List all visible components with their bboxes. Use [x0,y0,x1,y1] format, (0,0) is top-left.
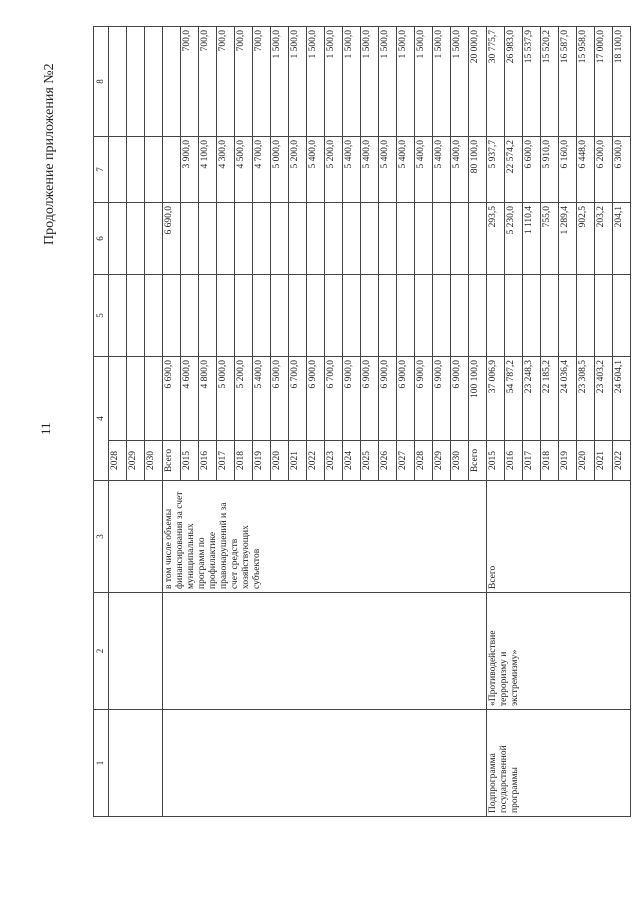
amount-cell-c7: 4 500,0 [235,137,253,203]
amount-cell-c6 [199,203,217,275]
amount-cell-c7: 5 400,0 [415,137,433,203]
amount-cell-c6 [415,203,433,275]
total-cell [145,357,163,441]
amount-cell-c8: 15 520,2 [541,27,559,137]
blank-cell [109,593,163,710]
total-cell: 5 200,0 [235,357,253,441]
year-cell: 2028 [415,441,433,481]
total-cell: 24 036,4 [559,357,577,441]
total-cell: 6 690,0 [163,357,181,441]
amount-cell-c7: 5 000,0 [271,137,289,203]
amount-cell-c6 [271,203,289,275]
amount-cell-c8: 26 983,0 [505,27,523,137]
total-cell [109,357,127,441]
funding-source-cell: в том числе объемы финансирования за счет муниципальных программ по профилактике правонарушений и за счет средств хозяйствующих субъектов [163,481,487,593]
amount-cell-c8: 1 500,0 [289,27,307,137]
amount-cell-c6 [433,203,451,275]
amount-cell-c8: 1 500,0 [361,27,379,137]
column-number: 8 [94,27,109,137]
year-cell: 2016 [505,441,523,481]
amount-cell-c5 [541,275,559,357]
amount-cell-c5 [127,275,145,357]
amount-cell-c5 [415,275,433,357]
year-cell: 2030 [145,441,163,481]
year-cell: 2025 [361,441,379,481]
blank-cell [109,710,163,817]
amount-cell-c5 [487,275,505,357]
amount-cell-c8: 1 500,0 [415,27,433,137]
amount-cell-c7: 5 400,0 [361,137,379,203]
amount-cell-c6 [253,203,271,275]
amount-cell-c6 [469,203,487,275]
column-number: 6 [94,203,109,275]
amount-cell-c7: 5 200,0 [325,137,343,203]
amount-cell-c5 [253,275,271,357]
amount-cell-c8: 1 500,0 [307,27,325,137]
total-cell: 24 604,1 [613,357,631,441]
amount-cell-c6 [289,203,307,275]
total-cell: 6 900,0 [451,357,469,441]
year-cell: Всего [469,441,487,481]
amount-cell-c8: 15 537,9 [523,27,541,137]
total-cell: 6 700,0 [325,357,343,441]
total-cell: 23 403,2 [595,357,613,441]
year-cell: 2027 [397,441,415,481]
year-cell: 2028 [109,441,127,481]
total-cell: 5 000,0 [217,357,235,441]
financing-table [93,26,631,817]
total-cell: 23 248,3 [523,357,541,441]
amount-cell-c5 [559,275,577,357]
amount-cell-c6: 902,5 [577,203,595,275]
amount-cell-c7: 5 400,0 [307,137,325,203]
total-cell: 6 900,0 [397,357,415,441]
amount-cell-c5 [163,275,181,357]
year-cell: 2023 [325,441,343,481]
year-cell: 2017 [523,441,541,481]
amount-cell-c6 [145,203,163,275]
column-number: 7 [94,137,109,203]
year-cell: 2020 [577,441,595,481]
amount-cell-c6: 293,5 [487,203,505,275]
amount-cell-c5 [181,275,199,357]
year-cell: 2018 [235,441,253,481]
blank-cell [109,481,163,593]
amount-cell-c5 [397,275,415,357]
total-cell: 22 185,2 [541,357,559,441]
amount-cell-c8: 1 500,0 [379,27,397,137]
amount-cell-c5 [577,275,595,357]
year-cell: 2022 [613,441,631,481]
amount-cell-c7 [109,137,127,203]
year-cell: 2018 [541,441,559,481]
amount-cell-c6: 1 110,4 [523,203,541,275]
amount-cell-c5 [595,275,613,357]
amount-cell-c8: 700,0 [181,27,199,137]
amount-cell-c7: 80 100,0 [469,137,487,203]
total-cell: 6 900,0 [361,357,379,441]
amount-cell-c5 [361,275,379,357]
amount-cell-c6: 755,0 [541,203,559,275]
year-cell: 2019 [559,441,577,481]
amount-cell-c7: 6 200,0 [595,137,613,203]
amount-cell-c7: 6 600,0 [523,137,541,203]
amount-cell-c7: 6 300,0 [613,137,631,203]
year-cell: 2029 [433,441,451,481]
year-cell: 2017 [217,441,235,481]
amount-cell-c7: 5 400,0 [397,137,415,203]
amount-cell-c7: 3 900,0 [181,137,199,203]
amount-cell-c5 [235,275,253,357]
amount-cell-c8: 700,0 [235,27,253,137]
subprogram-name-cell: «Противодействие терроризму и экстремизму» [487,593,631,710]
amount-cell-c7: 6 448,0 [577,137,595,203]
column-number-row [94,27,109,817]
amount-cell-c6 [451,203,469,275]
amount-cell-c5 [469,275,487,357]
amount-cell-c6 [361,203,379,275]
amount-cell-c8: 1 500,0 [451,27,469,137]
amount-cell-c7: 4 100,0 [199,137,217,203]
amount-cell-c7: 5 910,0 [541,137,559,203]
amount-cell-c6 [109,203,127,275]
column-number: 2 [94,593,109,710]
amount-cell-c8 [145,27,163,137]
total-cell: 23 308,5 [577,357,595,441]
amount-cell-c5 [145,275,163,357]
amount-cell-c5 [109,275,127,357]
year-cell: Всего [163,441,181,481]
total-cell: 100 100,0 [469,357,487,441]
total-cell: 37 006,9 [487,357,505,441]
amount-cell-c8: 30 775,7 [487,27,505,137]
total-cell: 6 500,0 [271,357,289,441]
amount-cell-c6: 203,2 [595,203,613,275]
amount-cell-c8: 1 500,0 [343,27,361,137]
year-cell: 2024 [343,441,361,481]
header-note: Продолжение приложения №2 [42,63,57,245]
amount-cell-c7: 5 200,0 [289,137,307,203]
amount-cell-c8: 1 500,0 [397,27,415,137]
amount-cell-c7 [145,137,163,203]
year-cell: 2015 [181,441,199,481]
amount-cell-c7: 5 400,0 [343,137,361,203]
subprogram-type-cell: Подпрограмма государственной программы [487,710,631,817]
amount-cell-c5 [217,275,235,357]
amount-cell-c5 [451,275,469,357]
amount-cell-c7: 6 160,0 [559,137,577,203]
year-cell: 2026 [379,441,397,481]
table-row [487,27,505,817]
year-cell: 2015 [487,441,505,481]
amount-cell-c7 [163,137,181,203]
amount-cell-c5 [289,275,307,357]
total-cell: 6 900,0 [415,357,433,441]
amount-cell-c7: 5 400,0 [379,137,397,203]
amount-cell-c5 [379,275,397,357]
amount-cell-c5 [523,275,541,357]
total-cell: 6 900,0 [343,357,361,441]
amount-cell-c8 [127,27,145,137]
amount-cell-c8 [109,27,127,137]
amount-cell-c6: 1 289,4 [559,203,577,275]
column-number: 1 [94,710,109,817]
column-number: 4 [94,357,109,481]
amount-cell-c6 [235,203,253,275]
table-body [94,27,631,817]
amount-cell-c8: 700,0 [253,27,271,137]
amount-cell-c7: 5 400,0 [433,137,451,203]
total-cell: 5 400,0 [253,357,271,441]
year-cell: 2030 [451,441,469,481]
amount-cell-c6 [217,203,235,275]
amount-cell-c8: 700,0 [199,27,217,137]
total-cell: 6 700,0 [289,357,307,441]
amount-cell-c7: 5 400,0 [451,137,469,203]
amount-cell-c7: 22 574,2 [505,137,523,203]
amount-cell-c5 [199,275,217,357]
amount-cell-c6 [379,203,397,275]
amount-cell-c7: 5 937,7 [487,137,505,203]
amount-cell-c5 [613,275,631,357]
blank-cell [163,710,487,817]
column-number: 3 [94,481,109,593]
column-number: 5 [94,275,109,357]
total-cell: 4 600,0 [181,357,199,441]
amount-cell-c8 [163,27,181,137]
amount-cell-c8: 20 000,0 [469,27,487,137]
year-cell: 2029 [127,441,145,481]
total-cell: 6 900,0 [433,357,451,441]
funding-source-cell: Всего [487,481,631,593]
amount-cell-c5 [505,275,523,357]
amount-cell-c5 [433,275,451,357]
year-cell: 2021 [289,441,307,481]
total-cell: 6 900,0 [307,357,325,441]
amount-cell-c7 [127,137,145,203]
amount-cell-c8: 18 100,0 [613,27,631,137]
amount-cell-c6 [127,203,145,275]
table-row [163,27,181,817]
amount-cell-c6 [307,203,325,275]
amount-cell-c6: 5 230,0 [505,203,523,275]
amount-cell-c6 [343,203,361,275]
amount-cell-c6: 204,1 [613,203,631,275]
year-cell: 2022 [307,441,325,481]
amount-cell-c5 [307,275,325,357]
year-cell: 2021 [595,441,613,481]
amount-cell-c8: 700,0 [217,27,235,137]
table-row [109,27,127,817]
year-cell: 2020 [271,441,289,481]
year-cell: 2019 [253,441,271,481]
year-cell: 2016 [199,441,217,481]
amount-cell-c7: 4 300,0 [217,137,235,203]
amount-cell-c7: 4 700,0 [253,137,271,203]
amount-cell-c6 [325,203,343,275]
blank-cell [163,593,487,710]
amount-cell-c6 [397,203,415,275]
amount-cell-c8: 17 000,0 [595,27,613,137]
amount-cell-c5 [325,275,343,357]
amount-cell-c8: 1 500,0 [325,27,343,137]
amount-cell-c5 [343,275,361,357]
total-cell: 54 787,2 [505,357,523,441]
amount-cell-c8: 1 500,0 [433,27,451,137]
amount-cell-c8: 16 587,0 [559,27,577,137]
total-cell: 6 900,0 [379,357,397,441]
page-number: 11 [38,422,53,435]
amount-cell-c6: 6 690,0 [163,203,181,275]
amount-cell-c5 [271,275,289,357]
total-cell [127,357,145,441]
amount-cell-c6 [181,203,199,275]
amount-cell-c8: 15 958,0 [577,27,595,137]
total-cell: 4 800,0 [199,357,217,441]
amount-cell-c8: 1 500,0 [271,27,289,137]
